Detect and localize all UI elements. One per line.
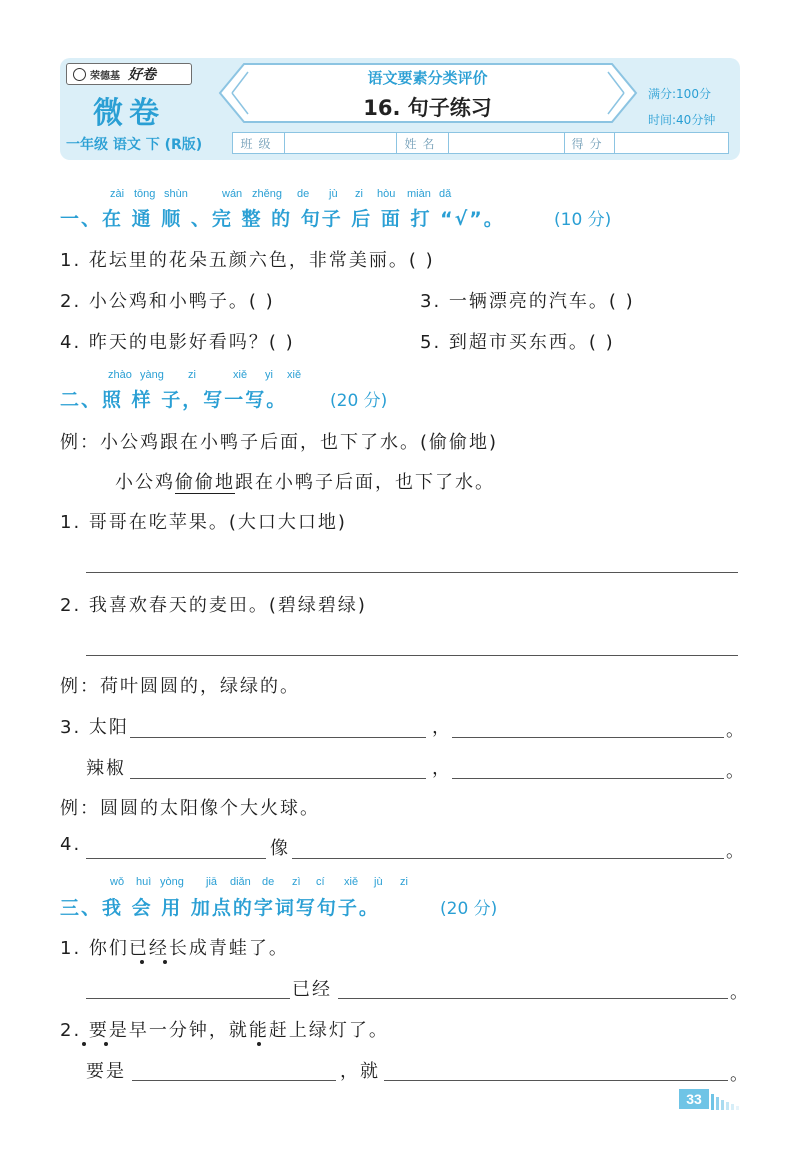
answer-line-3-1a[interactable] [86,998,290,999]
pinyin: xiě [344,876,359,888]
grade-label: 一年级 语文 下 (R版) [66,137,203,153]
pinyin: huì [136,876,152,888]
time-limit: 时间:40分钟 [648,113,716,127]
name-label: 姓名 [397,133,449,153]
example-1: 例：小公鸡跟在小鸭子后面，也下了水。(偷偷地) [60,432,499,453]
emphasis-dot [163,960,167,964]
question-1-4: 4. 昨天的电影好看吗？( ) [60,332,295,353]
class-field[interactable] [285,133,397,153]
question-1-5: 5. 到超市买东西。( ) [420,332,615,353]
question-2-4-mid: 像 [270,838,290,859]
pinyin: diǎn [230,876,251,888]
answer-line-2-4b[interactable] [292,858,724,859]
publisher-name: 荣德基 [90,70,120,82]
section1-title: 一、在 通 顺 、完 整 的 句子 后 面 打 “√”。 [60,208,505,230]
mascot-icon [73,68,86,81]
answer-line-3-2a[interactable] [132,1080,336,1081]
question-2-4-label: 4. [60,834,82,855]
answer-line-2-3d[interactable] [452,778,724,779]
pinyin: yàng [140,369,164,381]
period: 。 [726,841,746,862]
example-1-answer-pre: 小公鸡 [115,472,175,493]
period: 。 [726,761,746,782]
answer-line-3-2b[interactable] [384,1080,728,1081]
answer-line-2-3a[interactable] [130,737,426,738]
section2-points: (20 分) [330,391,388,411]
name-field[interactable] [449,133,565,153]
example-3: 例：圆圆的太阳像个大火球。 [60,798,320,819]
question-2-1: 1. 哥哥在吃苹果。(大口大口地) [60,512,347,533]
pinyin: wán [222,188,243,200]
answer-line-2-2[interactable] [86,655,738,656]
question-1-2: 2. 小公鸡和小鸭子。( ) [60,291,275,312]
pinyin: wǒ [110,876,125,888]
page-number: 33 [679,1089,709,1109]
comma: ， [432,717,452,738]
pinyin: miàn [407,188,431,200]
pinyin: hòu [377,188,396,200]
section3-points: (20 分) [440,899,498,919]
question-2-3-label: 3. 太阳 [60,717,129,738]
answer-line-2-3c[interactable] [130,778,426,779]
period: 。 [730,1064,750,1085]
student-info-row [232,132,729,154]
pinyin: yòng [160,876,184,888]
period: 。 [726,720,746,741]
pinyin: jù [374,876,383,888]
pinyin: de [262,876,275,888]
page-decoration-icon [711,1092,741,1110]
brand-name: 好卷 [128,67,156,83]
pinyin: dǎ [439,188,452,200]
question-3-1: 1. 你们已经长成青蛙了。 [60,938,289,959]
question-1-3: 3. 一辆漂亮的汽车。( ) [420,291,635,312]
example-1-answer [115,468,495,494]
pinyin: yi [265,369,273,381]
publisher-logo [66,63,192,85]
pinyin: zi [355,188,363,200]
class-label: 班级 [233,133,285,153]
pinyin: jù [329,188,338,200]
section2-title: 二、照 样 子，写一写。 [60,389,288,411]
question-3-2: 2. 要是早一分钟，就能赶上绿灯了。 [60,1020,389,1041]
period: 。 [730,982,750,1003]
pinyin: jiā [206,876,218,888]
answer-line-2-3b[interactable] [452,737,724,738]
pinyin: xiě [287,369,302,381]
answer-line-2-4a[interactable] [86,858,266,859]
pinyin: xiě [233,369,248,381]
question-3-2-first: 要是 [86,1061,126,1082]
pinyin: zi [400,876,408,888]
lesson-title: 16. 句子练习 [363,96,492,120]
full-score: 满分:100分 [648,87,711,101]
pinyin: zì [292,876,301,888]
example-2: 例：荷叶圆圆的，绿绿的。 [60,676,300,697]
question-3-1-mid: 已经 [292,979,332,1000]
question-2-2: 2. 我喜欢春天的麦田。(碧绿碧绿) [60,595,367,616]
question-3-2-second: ，就 [340,1061,380,1082]
pinyin: zhěng [252,188,282,200]
pinyin: zài [110,188,125,200]
section3-title: 三、我 会 用 加点的字词写句子。 [60,897,380,919]
emphasis-dot [257,1042,261,1046]
example-1-answer-post: 跟在小鸭子后面，也下了水。 [235,472,495,493]
pinyin: de [297,188,310,200]
example-1-answer-word: 偷偷地 [175,472,235,493]
emphasis-dot [140,960,144,964]
answer-line-3-1b[interactable] [338,998,728,999]
pinyin: zi [188,369,196,381]
score-field[interactable] [615,133,728,153]
subject-label: 语文要素分类评价 [367,69,488,87]
emphasis-dot [82,1042,86,1046]
question-2-3-second: 辣椒 [86,758,126,779]
section1-points: (10 分) [554,210,612,230]
emphasis-dot [104,1042,108,1046]
pinyin: shùn [164,188,188,200]
comma: ， [432,758,452,779]
pinyin: tōng [134,188,156,200]
question-1-1: 1. 花坛里的花朵五颜六色，非常美丽。( ) [60,250,435,271]
series-title: 微卷 [93,96,165,131]
answer-line-2-1[interactable] [86,572,738,573]
pinyin: cí [316,876,325,888]
score-label: 得分 [565,133,615,153]
pinyin: zhào [108,369,132,381]
